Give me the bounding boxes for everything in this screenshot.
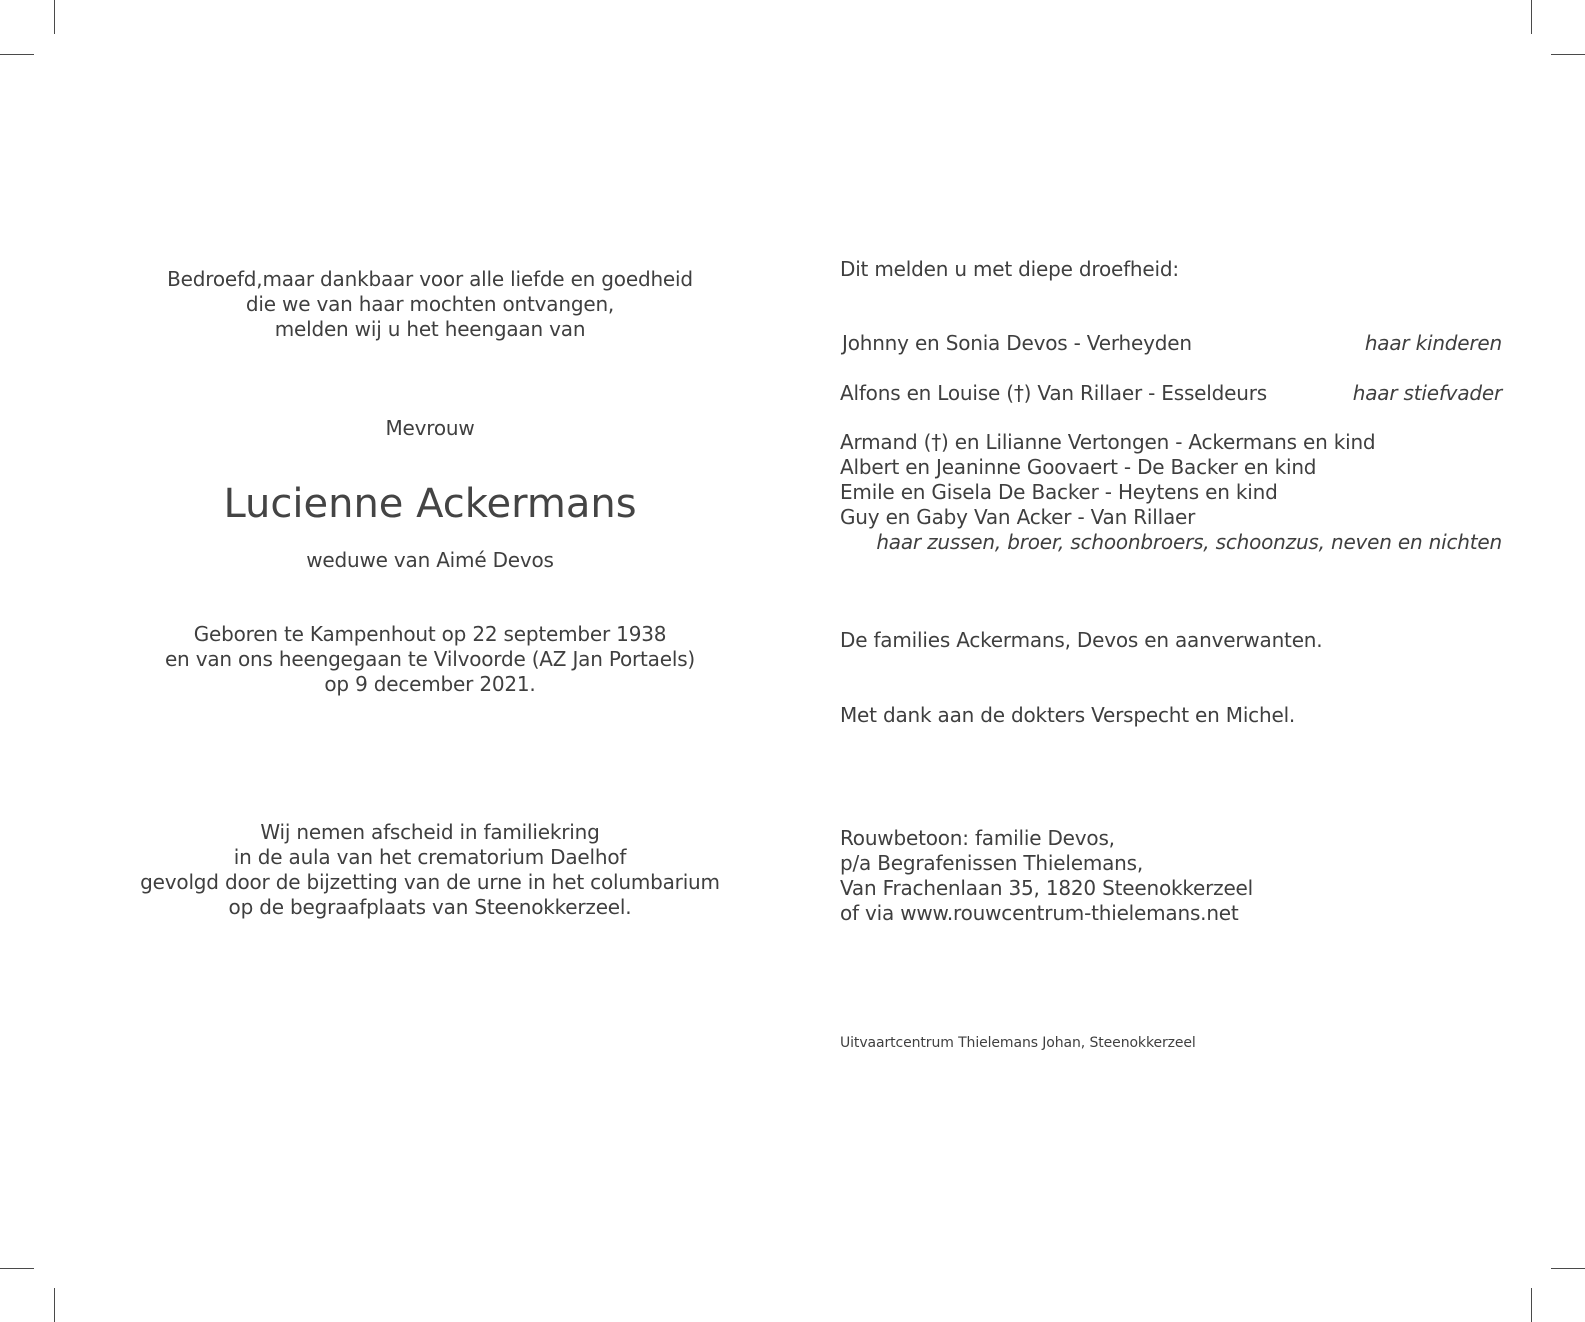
crop-mark: [54, 1288, 55, 1322]
crop-mark: [1531, 1288, 1532, 1322]
widow-of: [100, 548, 760, 573]
title-label: [100, 416, 760, 441]
thanks-text: Met dank aan de dokters Verspecht en Michel.: [840, 703, 1296, 727]
sibling-entry: Albert en Jeaninne Goovaert - De Backer en kind: [840, 455, 1317, 479]
deceased-name-text: Lucienne Ackermans: [223, 481, 637, 527]
intro-line: melden wij u het heengaan van: [274, 317, 586, 341]
sibling-entry: Guy en Gaby Van Acker - Van Rillaer: [840, 505, 1196, 529]
siblings-list: [840, 430, 1502, 555]
condolence-website: of via www.rouwcentrum-thielemans.net: [840, 901, 1239, 925]
farewell-line: in de aula van het crematorium Daelhof: [233, 845, 627, 869]
dates-line: op 9 december 2021.: [324, 672, 536, 696]
families-text: De families Ackermans, Devos en aanverwanten.: [840, 628, 1323, 652]
condolence-address: [840, 826, 1502, 926]
intro-line: Bedroefd,maar dankbaar voor alle liefde en goedheid: [167, 267, 693, 291]
widow-of-text: weduwe van Aimé Devos: [306, 548, 554, 572]
crop-mark: [54, 0, 55, 34]
condolence-line: p/a Begrafenissen Thielemans,: [840, 851, 1144, 875]
condolence-line: Rouwbetoon: familie Devos,: [840, 826, 1115, 850]
farewell-line: op de begraafplaats van Steenokkerzeel.: [228, 895, 632, 919]
farewell-text: [100, 820, 760, 920]
funeral-home-credit: [840, 1034, 1502, 1052]
title-label-text: Mevrouw: [385, 416, 475, 440]
funeral-home-text: Uitvaartcentrum Thielemans Johan, Steenokkerzeel: [840, 1035, 1196, 1051]
thanks: [840, 703, 1502, 728]
crop-mark: [0, 1268, 34, 1269]
dates-line: en van ons heengegaan te Vilvoorde (AZ Jan Portaels): [164, 647, 696, 671]
dates-line: Geboren te Kampenhout op 22 september 1938: [193, 622, 667, 646]
children-relation: haar kinderen: [1364, 331, 1502, 355]
intro-line: die we van haar mochten ontvangen,: [245, 292, 615, 316]
children-entry: [842, 331, 1502, 356]
deceased-name: [100, 480, 760, 528]
crop-mark: [0, 54, 34, 55]
children-names: Johnny en Sonia Devos - Verheyden: [842, 331, 1192, 355]
life-dates: [100, 622, 760, 697]
announcement: [840, 257, 1502, 282]
stepfather-names: Alfons en Louise (†) Van Rillaer - Esseldeurs: [840, 381, 1267, 405]
intro-text: [100, 267, 760, 342]
announcement-text: Dit melden u met diepe droefheid:: [840, 257, 1179, 281]
condolence-line: Van Frachenlaan 35, 1820 Steenokkerzeel: [840, 876, 1254, 900]
farewell-line: Wij nemen afscheid in familiekring: [260, 820, 600, 844]
stepfather-relation: haar stiefvader: [1352, 381, 1502, 405]
families: [840, 628, 1502, 653]
sibling-entry: Emile en Gisela De Backer - Heytens en kind: [840, 480, 1278, 504]
farewell-line: gevolgd door de bijzetting van de urne in het columbarium: [140, 870, 720, 894]
siblings-relation: haar zussen, broer, schoonbroers, schoonzus, neven en nichten: [876, 530, 1502, 554]
crop-mark: [1551, 1268, 1585, 1269]
crop-mark: [1551, 54, 1585, 55]
crop-mark: [1531, 0, 1532, 34]
stepfather-entry: [840, 381, 1502, 406]
sibling-entry: Armand (†) en Lilianne Vertongen - Ackermans en kind: [840, 430, 1376, 454]
